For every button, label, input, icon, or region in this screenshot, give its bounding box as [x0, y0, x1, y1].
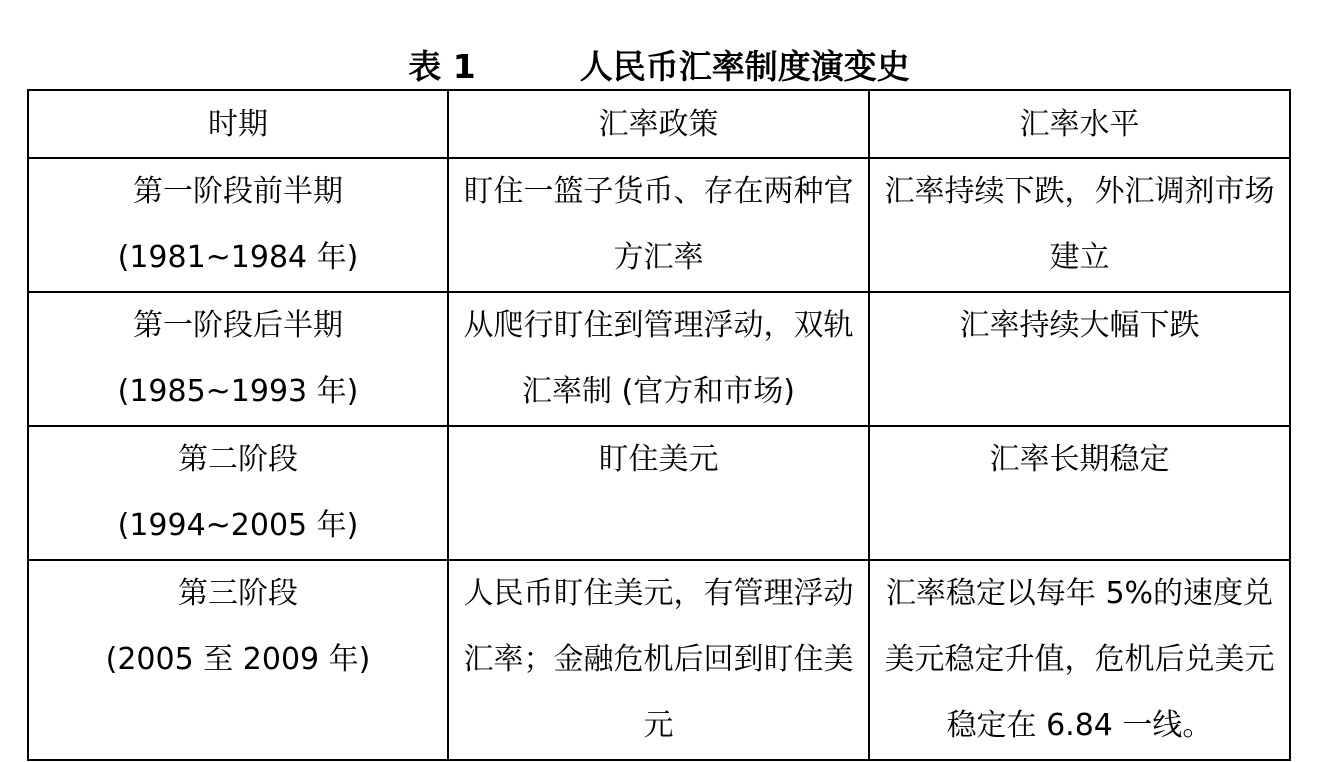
period-cell — [28, 158, 448, 292]
table-row — [28, 158, 1290, 292]
table-row — [28, 560, 1290, 760]
policy-cell: 人民币盯住美元，有管理浮动汇率；金融危机后回到盯住美元 — [448, 560, 869, 760]
period-cell — [28, 426, 448, 560]
period-name: 第三阶段 — [178, 576, 298, 611]
period-range: (1981~1984 年) — [117, 240, 359, 275]
exchange-rate-history-table — [27, 89, 1291, 761]
table-title-text: 人民币汇率制度演变史 — [579, 47, 910, 86]
header-policy: 汇率政策 — [448, 90, 869, 158]
table-title — [0, 40, 1318, 94]
policy-cell: 盯住美元 — [448, 426, 869, 560]
period-name: 第二阶段 — [178, 442, 298, 477]
level-cell: 汇率稳定以每年 5%的速度兑美元稳定升值，危机后兑美元稳定在 6.84 一线。 — [869, 560, 1290, 760]
period-range: (1985~1993 年) — [117, 374, 359, 409]
table-row — [28, 292, 1290, 426]
level-cell: 汇率持续下跌，外汇调剂市场建立 — [869, 158, 1290, 292]
table-header-row — [28, 90, 1290, 158]
period-cell — [28, 292, 448, 426]
level-cell: 汇率持续大幅下跌 — [869, 292, 1290, 426]
table-number-label: 表 1 — [408, 47, 476, 86]
table-row — [28, 426, 1290, 560]
level-cell: 汇率长期稳定 — [869, 426, 1290, 560]
header-period: 时期 — [28, 90, 448, 158]
period-cell — [28, 560, 448, 760]
policy-cell: 从爬行盯住到管理浮动，双轨汇率制 (官方和市场) — [448, 292, 869, 426]
period-name: 第一阶段后半期 — [133, 308, 343, 343]
policy-cell: 盯住一篮子货币、存在两种官方汇率 — [448, 158, 869, 292]
period-range: (2005 至 2009 年) — [105, 642, 371, 677]
header-level: 汇率水平 — [869, 90, 1290, 158]
period-name: 第一阶段前半期 — [133, 174, 343, 209]
period-range: (1994~2005 年) — [117, 508, 359, 543]
